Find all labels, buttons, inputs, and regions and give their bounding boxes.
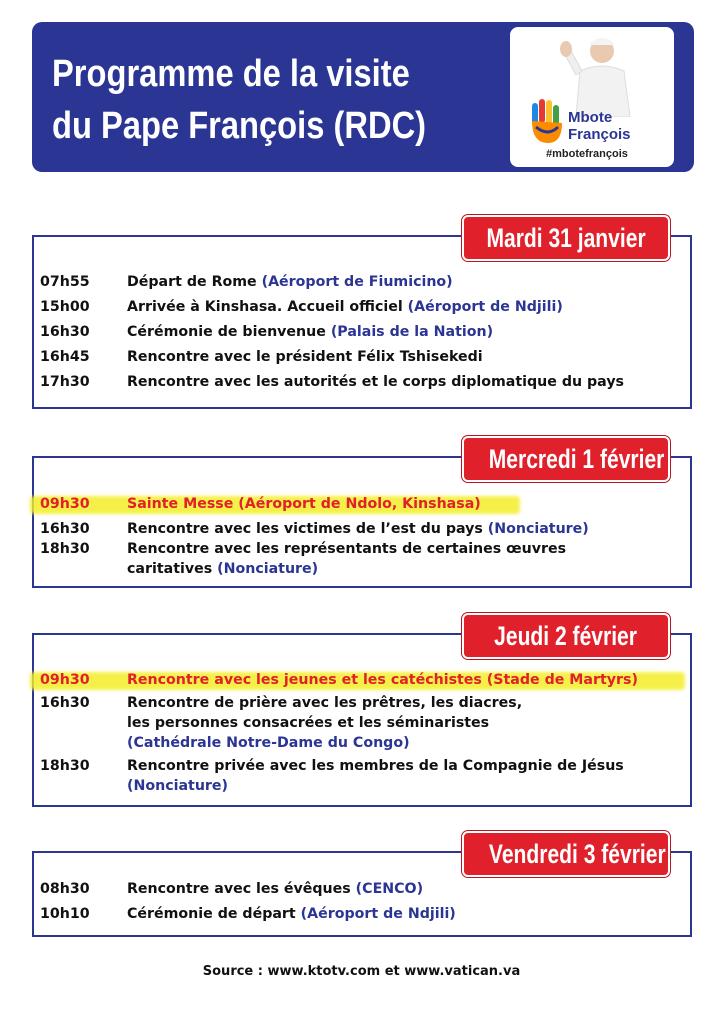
day-label-friday: Vendredi 3 février — [462, 831, 670, 877]
event-time: 16h30 — [40, 521, 90, 537]
event-location: (Palais de la Nation) — [330, 324, 494, 340]
day-label-tuesday: Mardi 31 janvier — [462, 215, 670, 261]
event-time: 15h00 — [40, 299, 90, 315]
title-line-1: Programme de la visite — [52, 53, 410, 95]
event-time: 07h55 — [40, 274, 90, 290]
day-label-thursday: Jeudi 2 février — [462, 613, 670, 659]
event-description: Rencontre avec le président Félix Tshisekedi — [127, 349, 483, 365]
event-description: Rencontre avec les représentants de certaines œuvres caritatives (Nonciature) — [127, 541, 567, 577]
event-time: 09h30 — [40, 496, 90, 512]
event-description: Sainte Messe (Aéroport de Ndolo, Kinshasa) — [127, 496, 481, 512]
logo-line-2: François — [568, 126, 631, 143]
event-description: Rencontre avec les évêques (CENCO) — [127, 881, 424, 897]
event-location: (Nonciature) — [217, 561, 319, 577]
event-description: Départ de Rome (Aéroport de Fiumicino) — [127, 274, 453, 290]
event-location: (Aéroport de Ndjili) — [407, 299, 563, 315]
event-location: (Cathédrale Notre-Dame du Congo) — [127, 735, 410, 751]
event-time: 18h30 — [40, 541, 90, 557]
event-time: 09h30 — [40, 672, 90, 688]
event-location: (Aéroport de Fiumicino) — [261, 274, 453, 290]
event-time: 17h30 — [40, 374, 90, 390]
event-description: Rencontre avec les victimes de l’est du pays (Nonciature) — [127, 521, 589, 537]
header-banner — [32, 22, 694, 172]
event-description: Rencontre avec les jeunes et les catéchistes (Stade de Martyrs) — [127, 672, 638, 688]
event-time: 08h30 — [40, 881, 90, 897]
day-box-wednesday — [32, 444, 692, 588]
event-time: 18h30 — [40, 758, 90, 774]
event-description: Rencontre avec les autorités et le corps diplomatique du pays — [127, 374, 625, 390]
mbote-francois-logo — [510, 27, 674, 167]
logo-wordmark — [568, 109, 631, 143]
event-time: 16h30 — [40, 324, 90, 340]
event-time: 16h30 — [40, 695, 90, 711]
event-location: (Nonciature) — [127, 778, 229, 794]
event-description: Arrivée à Kinshasa. Accueil officiel (Aéroport de Ndjili) — [127, 299, 563, 315]
colorful-hand-icon — [528, 97, 568, 147]
day-box-tuesday — [32, 223, 692, 409]
source-credit: Source : www.ktotv.com et www.vatican.va — [202, 964, 521, 979]
day-label-wednesday: Mercredi 1 février — [462, 436, 670, 482]
day-box-friday — [32, 839, 692, 937]
event-description: Rencontre de prière avec les prêtres, les diacres, les personnes consacrées et les séminaristes (Cathédrale Notre-Dame du Congo) — [127, 695, 523, 751]
title-line-2: du Pape François (RDC) — [52, 105, 427, 147]
page-title — [52, 48, 448, 152]
event-location: (Nonciature) — [487, 521, 589, 537]
hashtag: #mbotefrançois — [546, 148, 628, 160]
event-description: Cérémonie de bienvenue (Palais de la Nation) — [127, 324, 494, 340]
event-location: (Aéroport de Ndjili) — [300, 906, 456, 922]
day-box-thursday — [32, 621, 692, 807]
logo-line-1: Mbote — [568, 109, 613, 126]
event-location: (CENCO) — [355, 881, 424, 897]
event-time: 10h10 — [40, 906, 90, 922]
event-time: 16h45 — [40, 349, 90, 365]
event-description: Rencontre privée avec les membres de la Compagnie de Jésus (Nonciature) — [127, 758, 624, 794]
event-description: Cérémonie de départ (Aéroport de Ndjili) — [127, 906, 456, 922]
